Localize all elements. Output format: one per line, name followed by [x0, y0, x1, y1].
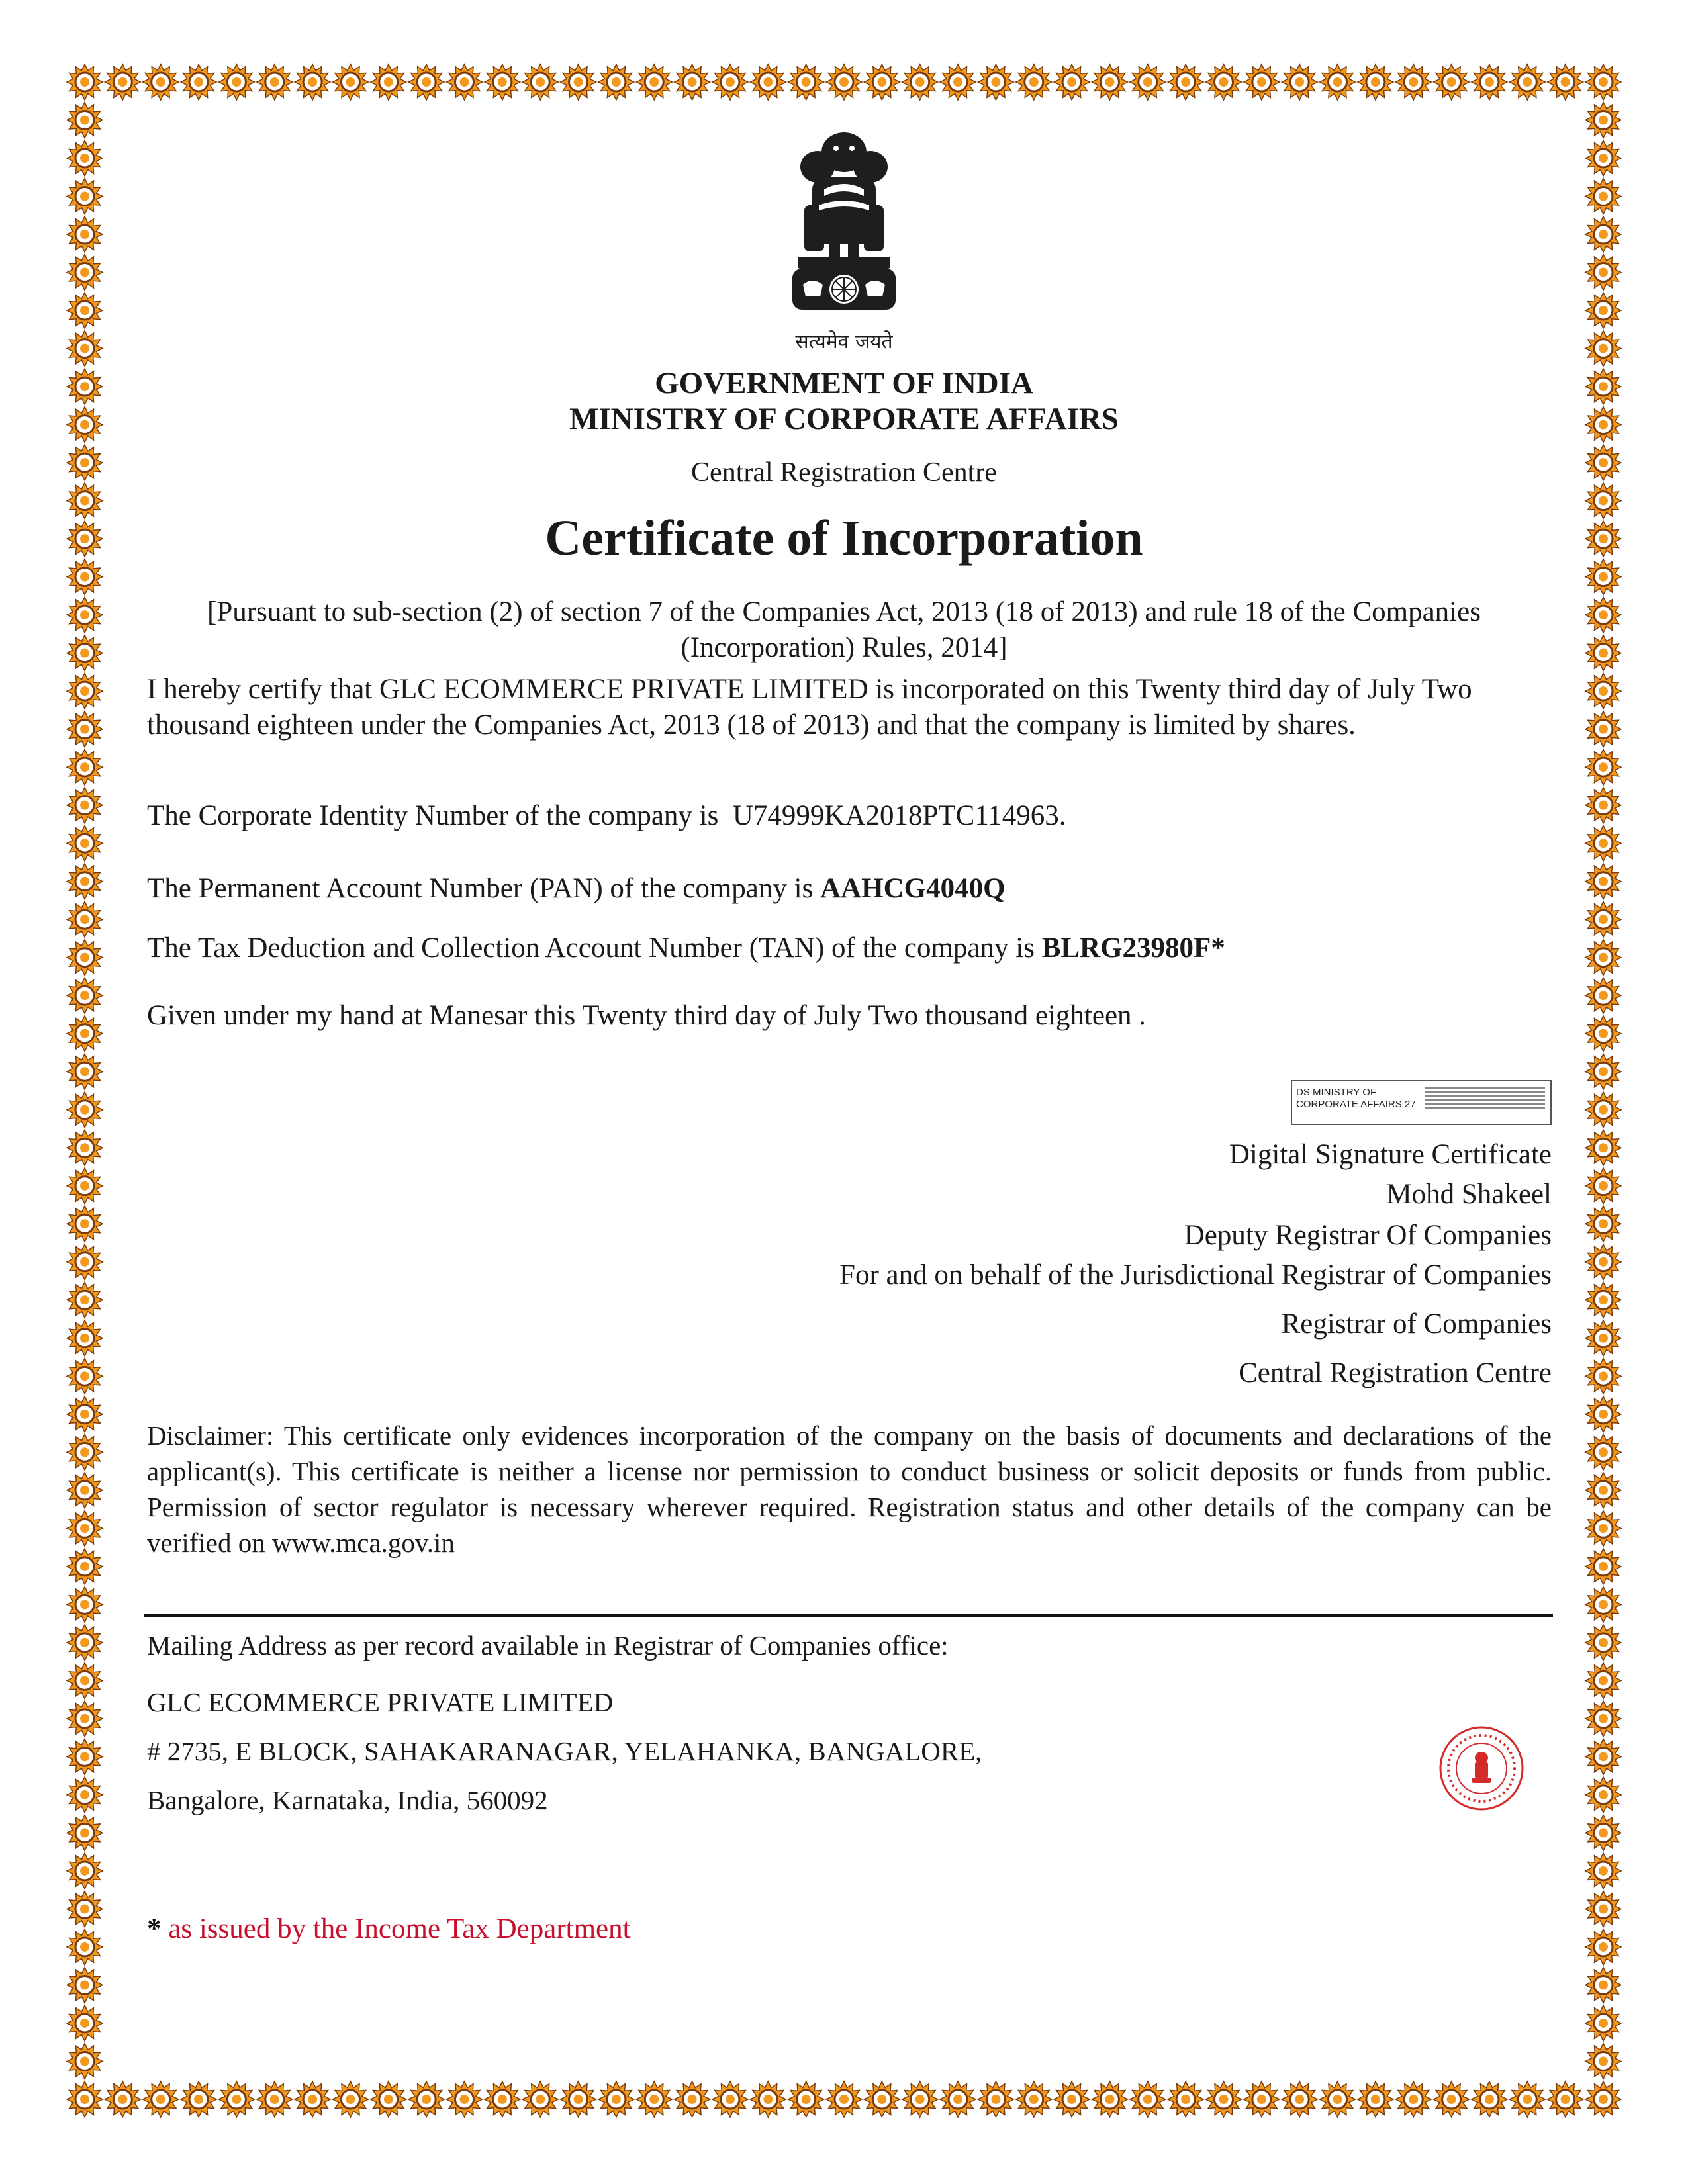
border-sun-motif: [1585, 103, 1621, 138]
border-sun-motif: [67, 788, 103, 823]
border-sun-motif: [67, 635, 103, 671]
border-sun-motif: [826, 2081, 862, 2117]
border-sun-motif: [67, 2044, 103, 2079]
border-sun-motif: [67, 1510, 103, 1546]
border-sun-motif: [485, 64, 520, 100]
cin-line: [147, 799, 1066, 832]
border-sun-motif: [1585, 293, 1621, 328]
border-sun-motif: [1585, 1625, 1621, 1661]
border-sun-motif: [67, 64, 103, 100]
border-sun-motif: [67, 1206, 103, 1242]
digital-signature-certificate: Digital Signature Certificate: [1229, 1139, 1552, 1170]
border-sun-motif: [67, 1168, 103, 1204]
border-sun-motif: [636, 64, 672, 100]
border-sun-motif: [561, 2081, 596, 2117]
border-sun-motif: [940, 64, 976, 100]
footnote-asterisk: *: [147, 1913, 162, 1944]
border-sun-motif: [522, 64, 558, 100]
pan-label: The Permanent Account Number (PAN) of the company is: [147, 873, 814, 904]
border-sun-motif: [67, 1358, 103, 1394]
border-sun-motif: [67, 1244, 103, 1280]
border-sun-motif: [408, 64, 444, 100]
registrar-of-companies: Registrar of Companies: [1281, 1308, 1552, 1340]
certification-paragraph: I hereby certify that GLC ECOMMERCE PRIVATE LIMITED is incorporated on this Twenty third day of July Two thousand eighteen under the Companies Act, 2013 (18 of 2013) and that the company is limited by shares.: [147, 674, 1472, 741]
border-sun-motif: [561, 64, 596, 100]
border-sun-motif: [67, 901, 103, 937]
border-sun-motif: [1434, 2081, 1470, 2117]
border-sun-motif: [1585, 64, 1621, 100]
border-sun-motif: [67, 711, 103, 747]
border-sun-motif: [902, 2081, 938, 2117]
border-sun-motif: [67, 1929, 103, 1965]
border-sun-motif: [67, 864, 103, 899]
border-sun-motif: [371, 64, 406, 100]
mailing-address-line-1: # 2735, E BLOCK, SAHAKARANAGAR, YELAHANKA, BANGALORE,: [147, 1736, 982, 1766]
border-sun-motif: [1585, 1320, 1621, 1356]
border-sun-motif: [1585, 255, 1621, 291]
border-sun-motif: [1585, 711, 1621, 747]
emblem-motto: सत्यमेव जयते: [795, 330, 893, 353]
border-sun-motif: [1585, 2044, 1621, 2079]
border-sun-motif: [1358, 2081, 1393, 2117]
border-sun-motif: [1585, 901, 1621, 937]
border-sun-motif: [1585, 1358, 1621, 1394]
border-sun-motif: [1585, 1891, 1621, 1927]
border-sun-motif: [485, 2081, 520, 2117]
border-sun-motif: [1395, 64, 1431, 100]
border-sun-motif: [978, 2081, 1013, 2117]
border-sun-motif: [1585, 1473, 1621, 1508]
border-sun-motif: [1585, 825, 1621, 861]
border-sun-motif: [1585, 179, 1621, 214]
border-sun-motif: [67, 749, 103, 785]
border-sun-motif: [67, 1396, 103, 1432]
pan-line: [147, 872, 1006, 905]
border-sun-motif: [67, 1092, 103, 1128]
border-sun-motif: [522, 2081, 558, 2117]
government-heading: GOVERNMENT OF INDIA: [655, 366, 1033, 400]
given-under-hand: Given under my hand at Manesar this Twenty third day of July Two thousand eighteen .: [147, 1000, 1147, 1031]
border-sun-motif: [1585, 1586, 1621, 1622]
border-sun-motif: [67, 1586, 103, 1622]
border-sun-motif: [1585, 673, 1621, 709]
pan-value: AAHCG4040Q: [820, 873, 1006, 904]
border-sun-motif: [1585, 1929, 1621, 1965]
border-sun-motif: [1244, 2081, 1280, 2117]
border-sun-motif: [1206, 2081, 1242, 2117]
border-sun-motif: [1092, 64, 1128, 100]
border-sun-motif: [143, 64, 179, 100]
border-sun-motif: [371, 2081, 406, 2117]
border-sun-motif: [1130, 64, 1166, 100]
border-sun-motif: [864, 2081, 900, 2117]
border-sun-motif: [1130, 2081, 1166, 2117]
tan-line: [147, 932, 1225, 964]
border-sun-motif: [788, 2081, 824, 2117]
border-sun-motif: [1585, 1016, 1621, 1052]
border-sun-motif: [67, 825, 103, 861]
border-sun-motif: [1585, 216, 1621, 252]
border-sun-motif: [675, 64, 710, 100]
registration-centre: Central Registration Centre: [691, 457, 997, 488]
border-sun-motif: [1168, 64, 1203, 100]
footnote-text: as issued by the Income Tax Department: [168, 1913, 631, 1944]
border-sun-motif: [1395, 2081, 1431, 2117]
tan-value: BLRG23980F*: [1041, 933, 1225, 964]
border-sun-motif: [67, 1701, 103, 1737]
footnote: [147, 1913, 631, 1945]
border-sun-motif: [67, 1054, 103, 1089]
signature-fine-print: [1425, 1085, 1545, 1120]
mailing-heading: Mailing Address as per record available in Registrar of Companies office:: [147, 1630, 949, 1661]
border-sun-motif: [218, 64, 254, 100]
border-sun-motif: [67, 1739, 103, 1774]
border-sun-motif: [1585, 1282, 1621, 1318]
border-sun-motif: [598, 2081, 634, 2117]
border-sun-motif: [1585, 1054, 1621, 1089]
signatory-designation: Deputy Registrar Of Companies: [1184, 1220, 1552, 1251]
border-sun-motif: [333, 2081, 369, 2117]
border-sun-motif: [105, 2081, 140, 2117]
border-sun-motif: [67, 978, 103, 1013]
border-sun-motif: [1585, 864, 1621, 899]
border-sun-motif: [1585, 1853, 1621, 1889]
border-sun-motif: [181, 2081, 216, 2117]
border-sun-motif: [67, 1853, 103, 1889]
border-sun-motif: [1282, 2081, 1317, 2117]
border-sun-motif: [788, 64, 824, 100]
border-sun-motif: [1168, 2081, 1203, 2117]
border-sun-motif: [67, 179, 103, 214]
border-sun-motif: [1016, 64, 1052, 100]
border-sun-motif: [1585, 1549, 1621, 1584]
border-sun-motif: [1585, 597, 1621, 633]
border-sun-motif: [712, 64, 748, 100]
border-sun-motif: [1472, 2081, 1507, 2117]
border-sun-motif: [1320, 64, 1356, 100]
border-sun-motif: [1585, 978, 1621, 1013]
border-sun-motif: [408, 2081, 444, 2117]
border-sun-motif: [67, 673, 103, 709]
border-sun-motif: [1016, 2081, 1052, 2117]
border-sun-motif: [67, 255, 103, 291]
border-sun-motif: [1585, 940, 1621, 976]
border-sun-motif: [1585, 2081, 1621, 2117]
border-sun-motif: [750, 64, 786, 100]
border-sun-motif: [295, 64, 330, 100]
border-sun-motif: [67, 1473, 103, 1508]
border-sun-motif: [67, 140, 103, 176]
border-sun-motif: [1585, 140, 1621, 176]
border-sun-motif: [1585, 1396, 1621, 1432]
border-sun-motif: [67, 1891, 103, 1927]
border-sun-motif: [1585, 1739, 1621, 1774]
border-sun-motif: [67, 1282, 103, 1318]
border-sun-motif: [1585, 1815, 1621, 1850]
mailing-company: GLC ECOMMERCE PRIVATE LIMITED: [147, 1687, 614, 1717]
signatory-name: Mohd Shakeel: [1386, 1179, 1552, 1210]
border-sun-motif: [447, 64, 483, 100]
pursuant-clause: [Pursuant to sub-section (2) of section 7 of the Companies Act, 2013 (18 of 2013) and rule 18 of the Companies (Incorporation) Rules, 2014]: [207, 596, 1481, 663]
disclaimer-text: Disclaimer: This certificate only evidences incorporation of the company on the basis of documents and declarations of the applicant(s). This certificate is neither a license nor permission to conduct business or solicit deposits or funds from public. Permission of sector regulator is necessary wherever required. Registration status and other details of the company can be verified on www.mca.gov.in: [147, 1420, 1552, 1558]
border-sun-motif: [712, 2081, 748, 2117]
border-sun-motif: [67, 1662, 103, 1698]
border-sun-motif: [1054, 2081, 1090, 2117]
border-sun-motif: [1585, 1244, 1621, 1280]
border-sun-motif: [902, 64, 938, 100]
border-sun-motif: [1585, 1662, 1621, 1698]
border-sun-motif: [218, 2081, 254, 2117]
border-sun-motif: [295, 2081, 330, 2117]
border-sun-motif: [257, 2081, 293, 2117]
state-emblem-icon: [778, 126, 910, 324]
border-sun-motif: [1054, 64, 1090, 100]
border-sun-motif: [67, 1549, 103, 1584]
border-sun-motif: [1244, 64, 1280, 100]
cin-value: U74999KA2018PTC114963.: [732, 800, 1066, 831]
on-behalf-line: For and on behalf of the Jurisdictional Registrar of Companies: [839, 1259, 1552, 1291]
registrar-seal-icon: [1438, 1725, 1525, 1812]
ministry-heading: MINISTRY OF CORPORATE AFFAIRS: [569, 402, 1119, 436]
border-sun-motif: [978, 64, 1013, 100]
border-sun-motif: [1282, 64, 1317, 100]
border-sun-motif: [750, 2081, 786, 2117]
border-sun-motif: [67, 293, 103, 328]
border-sun-motif: [1092, 2081, 1128, 2117]
border-sun-motif: [1548, 2081, 1583, 2117]
mailing-address-line-2: Bangalore, Karnataka, India, 560092: [147, 1785, 548, 1815]
border-sun-motif: [67, 1625, 103, 1661]
border-sun-motif: [940, 2081, 976, 2117]
border-sun-motif: [67, 216, 103, 252]
border-sun-motif: [1585, 1701, 1621, 1737]
border-sun-motif: [598, 64, 634, 100]
border-sun-motif: [1585, 1092, 1621, 1128]
border-sun-motif: [181, 64, 216, 100]
tan-label: The Tax Deduction and Collection Account Number (TAN) of the company is: [147, 933, 1035, 964]
border-sun-motif: [826, 64, 862, 100]
border-sun-motif: [675, 2081, 710, 2117]
border-sun-motif: [1585, 788, 1621, 823]
border-sun-motif: [864, 64, 900, 100]
border-sun-motif: [257, 64, 293, 100]
certificate-title: Certificate of Incorporation: [545, 510, 1143, 566]
border-sun-motif: [1206, 64, 1242, 100]
border-sun-motif: [1320, 2081, 1356, 2117]
border-sun-motif: [1585, 1777, 1621, 1813]
border-sun-motif: [67, 2005, 103, 2041]
cin-label: The Corporate Identity Number of the company is: [147, 800, 719, 831]
border-sun-motif: [447, 2081, 483, 2117]
border-sun-motif: [67, 1320, 103, 1356]
border-sun-motif: [1585, 1206, 1621, 1242]
border-sun-motif: [1585, 1968, 1621, 2003]
border-sun-motif: [67, 1968, 103, 2003]
border-sun-motif: [636, 2081, 672, 2117]
border-sun-motif: [67, 2081, 103, 2117]
border-sun-motif: [1585, 1434, 1621, 1470]
border-sun-motif: [67, 1434, 103, 1470]
border-sun-motif: [1585, 749, 1621, 785]
border-sun-motif: [1472, 64, 1507, 100]
border-sun-motif: [105, 64, 140, 100]
border-sun-motif: [67, 1130, 103, 1165]
signature-stamp-label: DS MINISTRY OF CORPORATE AFFAIRS 27: [1296, 1087, 1416, 1110]
border-sun-motif: [1585, 635, 1621, 671]
border-sun-motif: [1585, 2005, 1621, 2041]
border-sun-motif: [67, 103, 103, 138]
border-sun-motif: [1548, 64, 1583, 100]
border-sun-motif: [1585, 1130, 1621, 1165]
border-sun-motif: [67, 597, 103, 633]
border-sun-motif: [1585, 1510, 1621, 1546]
border-sun-motif: [333, 64, 369, 100]
border-sun-motif: [1509, 2081, 1545, 2117]
divider: [144, 1614, 1553, 1617]
border-sun-motif: [1585, 1168, 1621, 1204]
border-sun-motif: [1434, 64, 1470, 100]
signature-centre: Central Registration Centre: [1239, 1357, 1552, 1388]
border-sun-motif: [67, 940, 103, 976]
border-sun-motif: [143, 2081, 179, 2117]
border-sun-motif: [67, 1815, 103, 1850]
border-sun-motif: [67, 1016, 103, 1052]
border-sun-motif: [1509, 64, 1545, 100]
border-sun-motif: [1358, 64, 1393, 100]
digital-signature-stamp: [1291, 1080, 1552, 1125]
border-sun-motif: [67, 1777, 103, 1813]
